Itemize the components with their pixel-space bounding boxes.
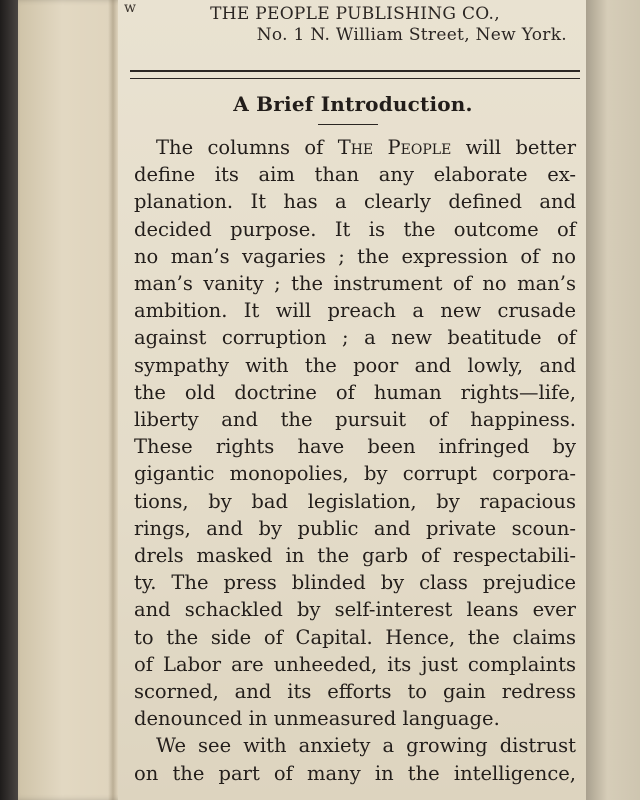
title-underline — [318, 124, 378, 125]
article-line: define its aim than any elaborate ex- — [134, 163, 576, 187]
corner-mark: w — [124, 0, 136, 16]
article-line: on the part of many in the intelligence, — [134, 761, 576, 785]
newspaper-name: The People — [337, 136, 452, 159]
article-line: against corruption ; a new beatitude of — [134, 326, 576, 350]
article-line: These rights have been infringed by — [134, 435, 576, 459]
publisher-header — [135, 4, 575, 46]
adjacent-page-edge — [586, 0, 640, 800]
section-divider — [130, 70, 580, 79]
article-line: The columns of The People will better — [156, 136, 577, 159]
binding-shadow — [0, 0, 18, 800]
article-line: and schackled by self-interest leans ever — [134, 598, 576, 622]
article-line: denounced in unmeasured language. — [134, 707, 500, 731]
article-line: the old doctrine of human rights—life, — [134, 380, 576, 404]
article-line: tions, by bad legislation, by rapacious — [134, 489, 576, 513]
article-line: no man’s vagaries ; the expression of no — [134, 244, 576, 268]
article-line: drels masked in the garb of respectabili- — [134, 544, 576, 568]
page-fold — [108, 0, 118, 800]
publisher-name: THE PEOPLE PUBLISHING CO., — [210, 4, 500, 24]
article-line: of Labor are unheeded, its just complaints — [134, 652, 576, 676]
publisher-address: No. 1 N. William Street, New York. — [256, 25, 567, 45]
article-line: rings, and by public and private scoun- — [134, 516, 576, 540]
article-line: scorned, and its efforts to gain redress — [134, 680, 576, 704]
article-line: We see with anxiety a growing distrust — [156, 734, 576, 758]
article-line: planation. It has a clearly defined and — [134, 190, 576, 214]
article-line: liberty and the pursuit of happiness. — [134, 408, 576, 432]
article-line: decided purpose. It is the outcome of — [134, 217, 576, 241]
article-line: man’s vanity ; the instrument of no man’s — [134, 272, 576, 296]
article-line: ty. The press blinded by class prejudice — [134, 571, 576, 595]
article-title: A Brief Introduction. — [233, 92, 473, 116]
article-line: gigantic monopolies, by corrupt corpora- — [134, 462, 576, 486]
article-line: to the side of Capital. Hence, the claims — [134, 625, 576, 649]
article-body — [134, 134, 576, 787]
article-line: sympathy with the poor and lowly, and — [134, 353, 576, 377]
article-line: ambition. It will preach a new crusade — [134, 299, 576, 323]
